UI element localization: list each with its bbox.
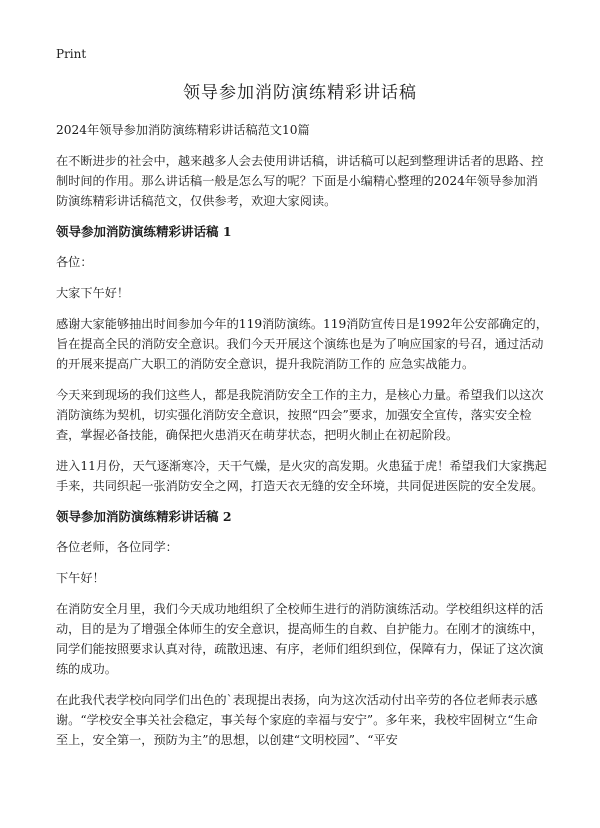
- section-heading-1: 领导参加消防演练精彩讲话稿 1: [56, 224, 232, 239]
- section-heading-2: 领导参加消防演练精彩讲话稿 2: [56, 509, 232, 524]
- document-title: 领导参加消防演练精彩讲话稿: [183, 83, 417, 103]
- section-1-paragraph: 进入11月份，天气逐渐寒冷，天干气燥，是火灾的高发期。火患猛于虎！希望我们大家携起手来，共同织起一张消防安全之网，打造天衣无缝的安全环境，共同促进医院的安全发展。: [56, 459, 547, 493]
- section-1-paragraph: 各位：: [56, 255, 93, 269]
- intro-paragraph: 在不断进步的社会中，越来越多人会去使用讲话稿，讲话稿可以起到整理讲话者的思路、控制时间的作用。那么讲话稿一般是怎么写的呢？下面是小编精心整理的2024年领导参加消防演练精彩讲话稿范文，仅供参考，欢迎大家阅读。: [56, 154, 544, 208]
- print-link[interactable]: Print: [56, 47, 87, 61]
- section-2-paragraph: 在此我代表学校向同学们出色的`表现提出表扬，向为这次活动付出辛劳的各位老师表示感谢。“学校安全事关社会稳定，事关每个家庭的幸福与安宁”。多年来，我校牢固树立“生命至上，安全第一，预防为主”的思想，以创建“文明校园”、“平安: [56, 693, 538, 747]
- section-2-paragraph: 在消防安全月里，我们今天成功地组织了全校师生进行的消防演练活动。学校组织这样的活动，目的是为了增强全体师生的安全意识，提高师生的自救、自护能力。在刚才的演练中，同学们能按照要求认真对待，疏散迅速、有序，老师们组织到位，保障有力，保证了这次演练的成功。: [56, 602, 544, 676]
- section-2-paragraph: 下午好！: [56, 571, 105, 585]
- section-2-paragraph: 各位老师，各位同学：: [56, 540, 178, 554]
- section-1-paragraph: 感谢大家能够抽出时间参加今年的119消防演练。119消防宣传日是1992年公安部确定的，旨在提高全民的消防安全意识。我们今天开展这个演练也是为了响应国家的号召，通过活动的开展来提高广大职工的消防安全意识，提升我院消防工作的 应急实战能力。: [56, 317, 548, 371]
- section-1-paragraph: 大家下午好！: [56, 286, 130, 300]
- section-1-paragraph: 今天来到现场的我们这些人，都是我院消防安全工作的主力，是核心力量。希望我们以这次消防演练为契机，切实强化消防安全意识，按照“四会”要求，加强安全宣传，落实安全检查，掌握必备技能，确保把火患消灭在萌芽状态，把明火制止在初起阶段。: [56, 388, 544, 442]
- document-body: [56, 120, 548, 761]
- document-subtitle: 2024年领导参加消防演练精彩讲话稿范文10篇: [56, 123, 310, 137]
